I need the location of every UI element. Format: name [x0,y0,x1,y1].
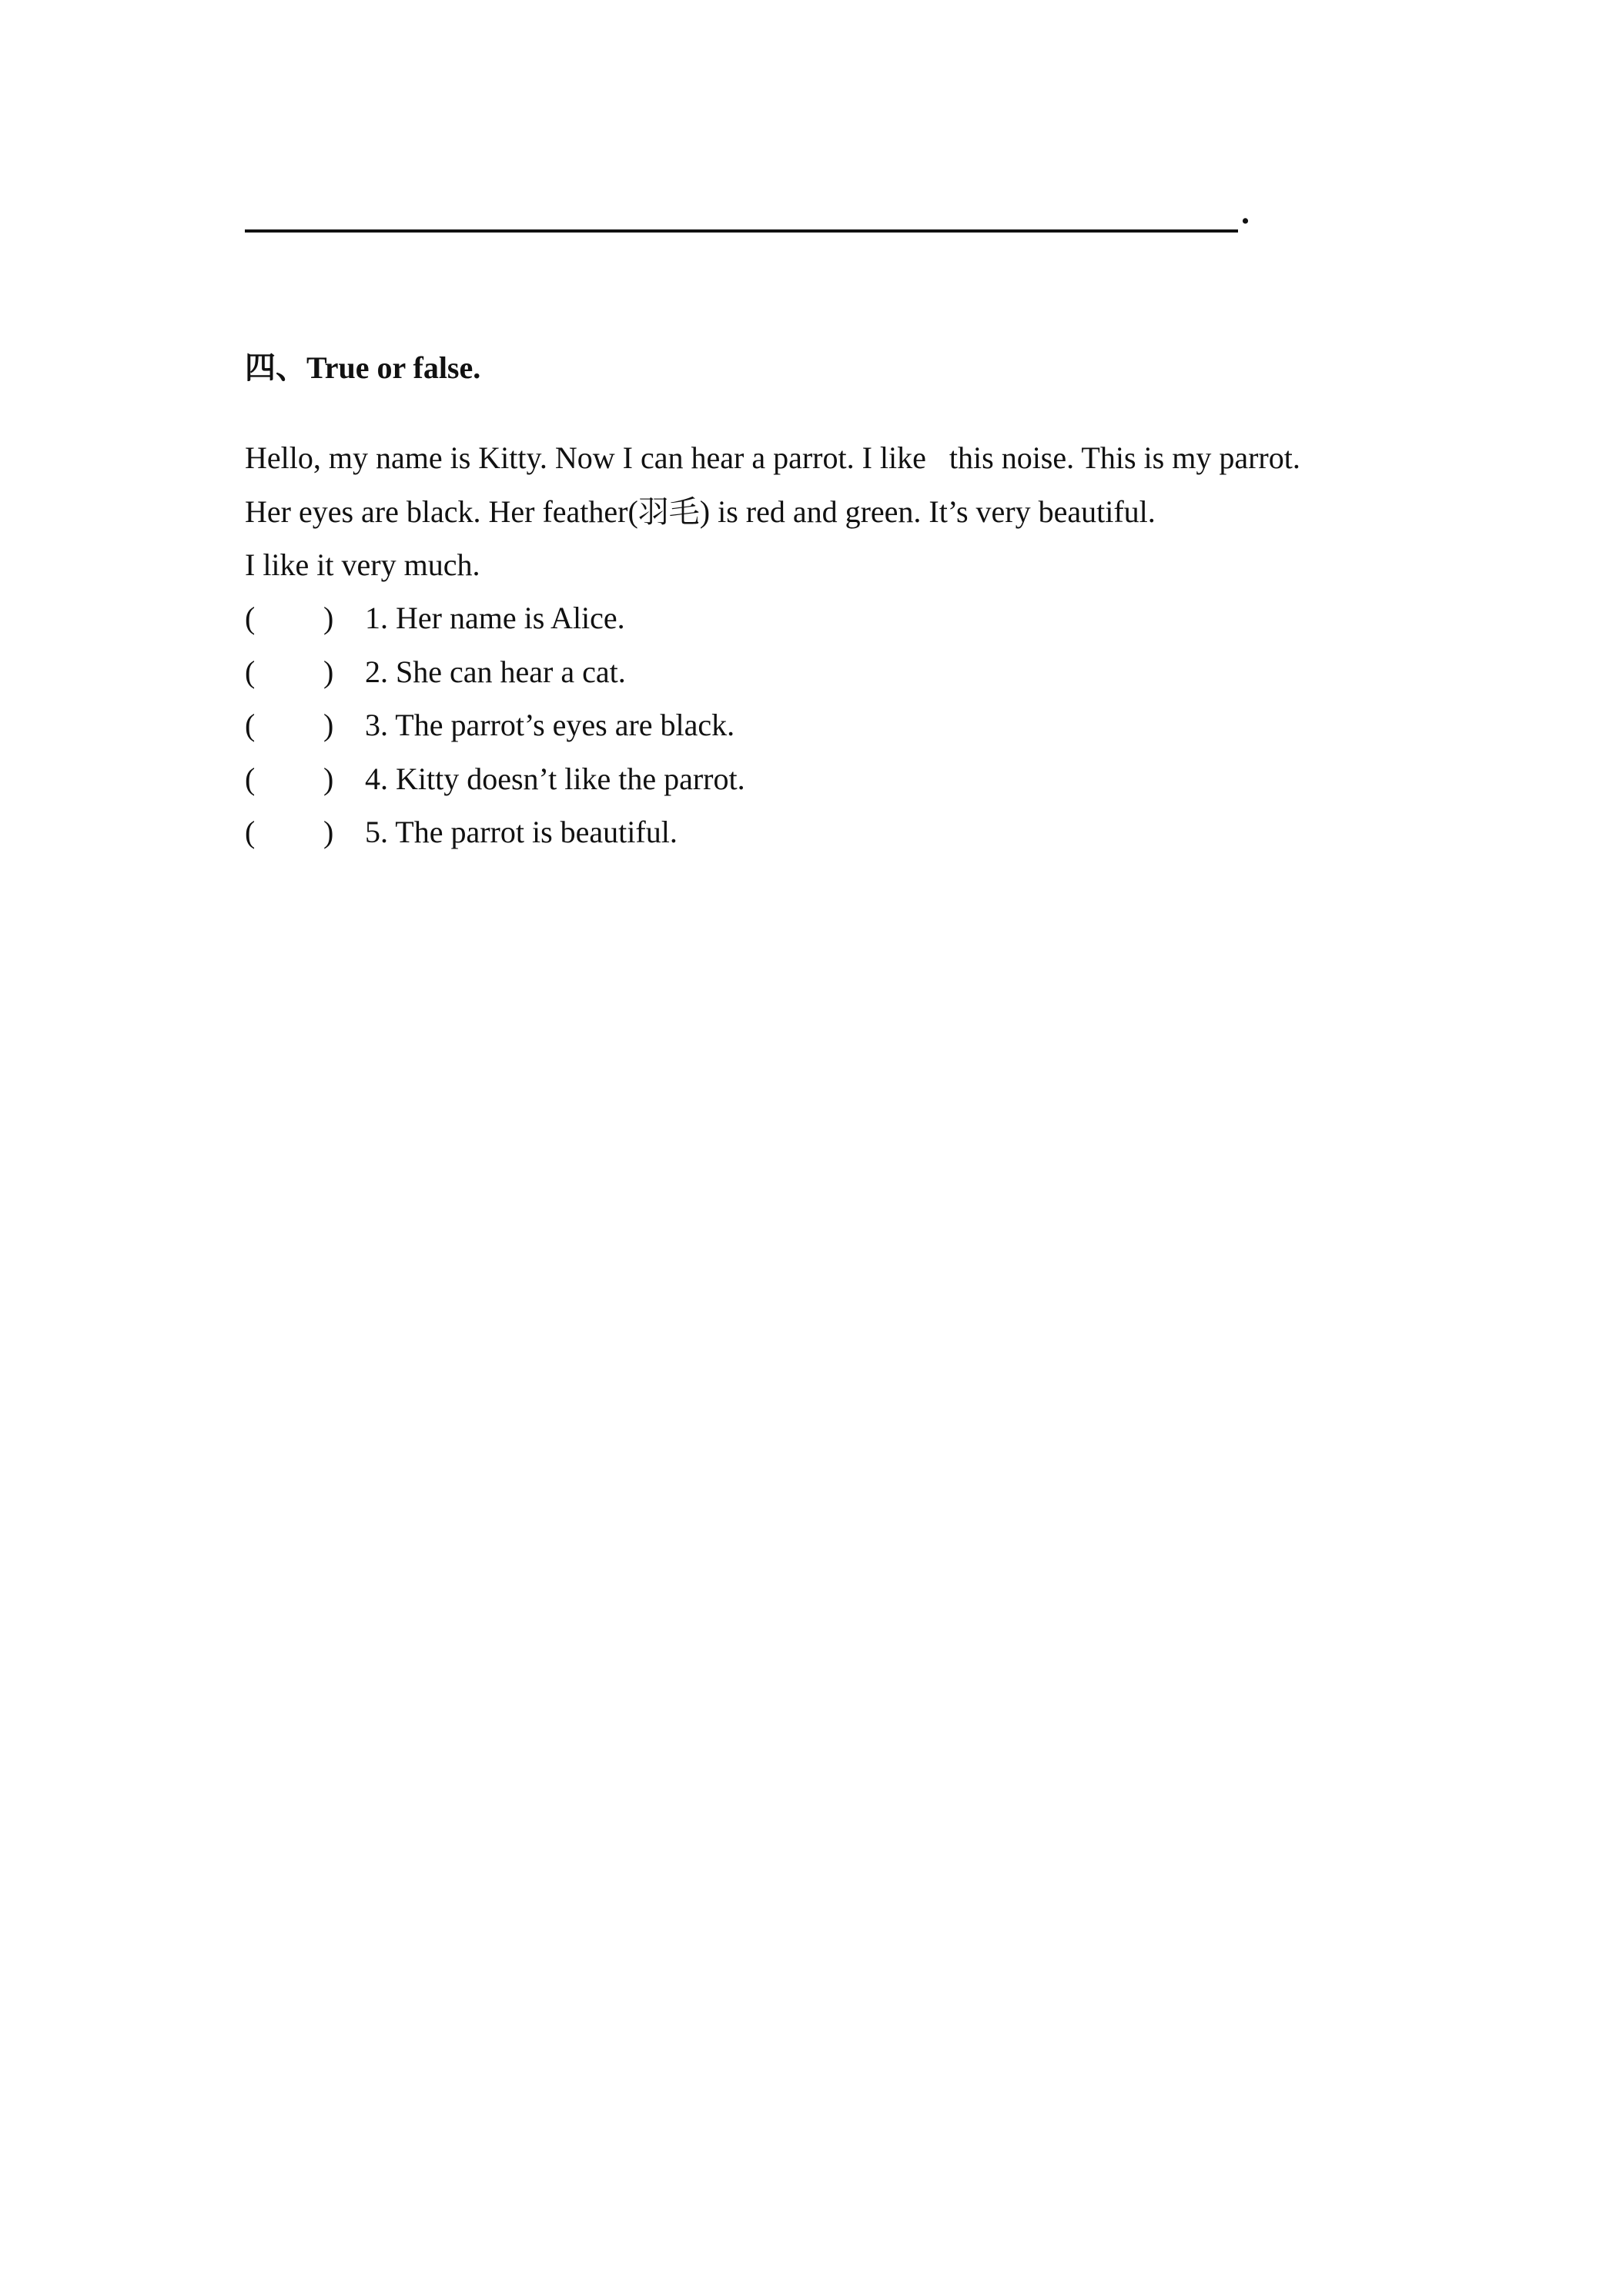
answer-paren-close: ) [323,761,334,796]
answer-paren-close: ) [323,815,334,849]
answer-paren-close: ) [323,708,334,742]
answer-blank[interactable] [260,601,316,636]
passage-line: Her eyes are black. Her feather(羽毛) is red and green. It’s very beautiful. [245,494,1156,529]
answer-blank[interactable] [260,708,316,743]
question-statement: 3. The parrot’s eyes are black. [365,708,735,742]
true-false-questions [245,591,1400,859]
passage-line: I like it very much. [245,547,480,582]
answer-paren-open: ( [245,708,256,742]
question-item [245,752,1400,806]
answer-paren-open: ( [245,815,256,849]
answer-blank[interactable] [260,654,316,690]
question-item [245,591,1400,645]
answer-line-row [245,193,1261,237]
answer-paren-close: ) [323,601,334,635]
answer-blank[interactable] [260,761,316,797]
answer-paren-close: ) [323,654,334,689]
answer-blank[interactable] [260,815,316,850]
answer-paren-open: ( [245,761,256,796]
answer-line-period: . [1241,193,1250,231]
question-item [245,698,1400,752]
reading-passage [245,431,1400,592]
section-heading: 四、True or false. [245,350,481,385]
question-item [245,645,1400,699]
question-statement: 4. Kitty doesn’t like the parrot. [365,761,745,796]
question-statement: 1. Her name is Alice. [365,601,625,635]
passage-line: Hello, my name is Kitty. Now I can hear a parrot. I like this noise. This is my parrot. [245,440,1300,475]
question-statement: 5. The parrot is beautiful. [365,815,678,849]
answer-writing-line[interactable] [245,229,1238,233]
question-item [245,805,1400,859]
answer-paren-open: ( [245,654,256,689]
question-statement: 2. She can hear a cat. [365,654,626,689]
answer-paren-open: ( [245,601,256,635]
